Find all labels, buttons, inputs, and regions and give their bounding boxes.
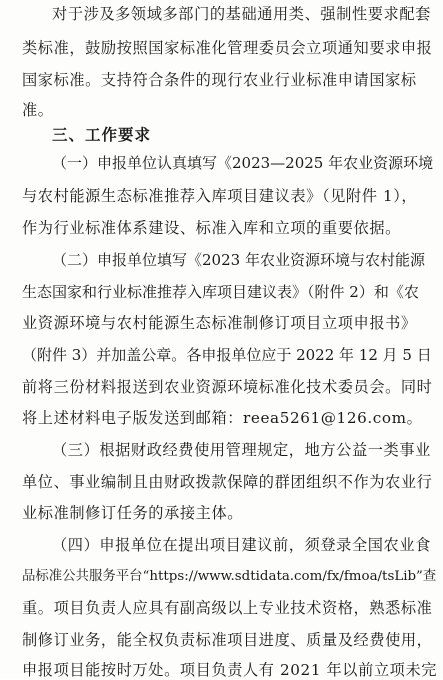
para4-line-4: 制修订业务，能全权负责标准项目进度、质量及经费使用， (22, 631, 433, 649)
para2-line-4: （附件 3）并加盖公章。各申报单位应于 2022 年 12 月 5 日 (22, 346, 432, 364)
intro-line-4: 准。 (22, 101, 54, 119)
para1-line-2: 与农村能源生态标准推荐入库项目建议表》（见附件 1）， (22, 187, 418, 205)
para3-line-2: 单位、事业编制且由财政拨款保障的群团组织不作为农业行 (22, 473, 433, 491)
intro-line-1: 对于涉及多领域多部门的基础通用类、强制性要求配套 (52, 5, 431, 23)
para2-line-2: 生态国家和行业标准推荐入库项目建议表》（附件 2）和《农 (22, 283, 419, 301)
intro-line-2: 类标准，鼓励按照国家标准化管理委员会立项通知要求申报 (22, 39, 433, 57)
para2-line-6: 将上述材料电子版发送到邮箱：reea5261@126.com。 (22, 409, 423, 427)
para1-line-1: （一）申报单位认真填写《2023—2025 年农业资源环境 (52, 154, 434, 172)
intro-line-3: 国家标准。支持符合条件的现行农业行业标准申请国家标 (22, 71, 417, 89)
para2-line-1: （二）申报单位填写《2023 年农业资源环境与农村能源 (52, 251, 425, 269)
para4-line-5: 申报项目能按时万处。项目负责人有 2021 年以前立项未完 (22, 661, 438, 679)
section-heading: 三、工作要求 (52, 126, 152, 144)
para3-line-1: （三）根据财政经费使用管理规定，地方公益一类事业 (52, 441, 431, 459)
para4-line-2: 品标准公共服务平台“https://www.sdtidata.com/fx/fmoa/tsLib”查 (22, 569, 437, 584)
para3-line-3: 业标准制修订任务的承接主体。 (22, 504, 244, 522)
para1-line-3: 作为行业标准体系建设、标准入库和立项的重要依据。 (22, 219, 401, 237)
para2-line-3: 业资源环境与农村能源生态标准制修订项目立项申报书》 (22, 314, 417, 332)
para4-line-3: 重。项目负责人应具有副高级以上专业技术资格，熟悉标准 (22, 599, 433, 617)
para2-line-5: 前将三份材料报送到农业资源环境标准化技术委员会。同时 (22, 378, 433, 396)
para4-line-1: （四）申报单位在提出项目建议前，须登录全国农业食 (52, 536, 431, 554)
